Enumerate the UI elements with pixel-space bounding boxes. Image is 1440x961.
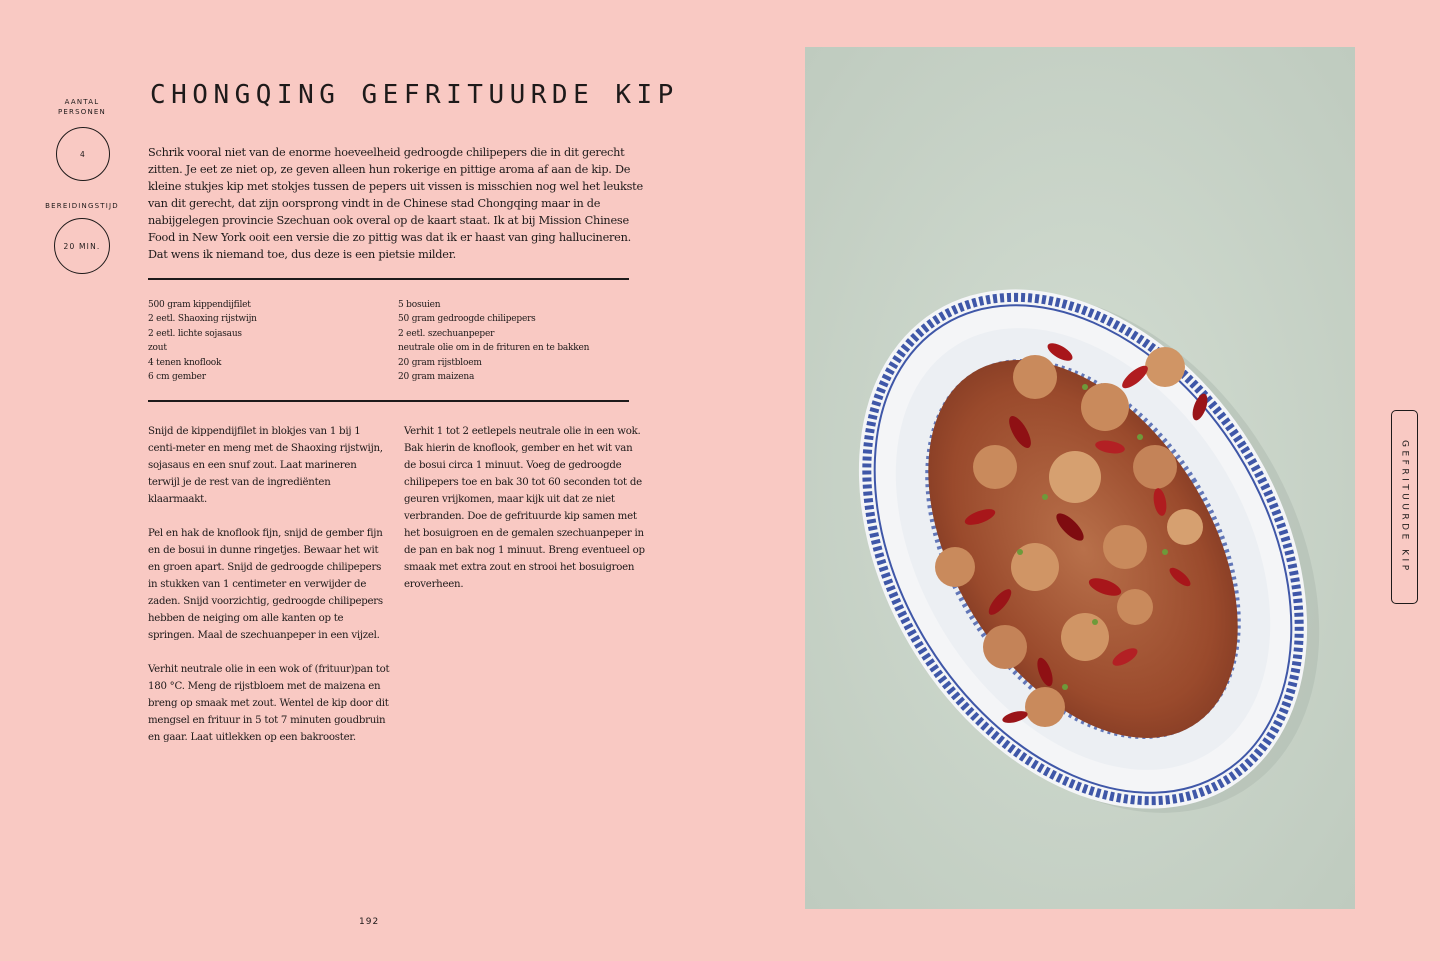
section-tab[interactable]: [1391, 410, 1418, 604]
prep-time-value: 20 MIN.: [63, 241, 101, 251]
ingredient-item: 500 gram kippendijfilet: [148, 300, 251, 310]
ingredients-right: [398, 298, 638, 384]
method-step: Verhit neutrale olie in een wok of (frituur)pan tot 180 °C. Meng de rijstbloem met de maizena en breng op smaak met zout. Wentel de kip door dit mengsel en frituur in 5 tot 7 minuten goudbruin en gaar. Laat uitlekken op een bakrooster.: [148, 664, 390, 743]
ingredients-left: [148, 298, 388, 384]
food-photo: [805, 47, 1355, 909]
method-left: [148, 423, 390, 763]
ingredient-item: zout: [148, 343, 167, 354]
method-step: Verhit 1 tot 2 eetlepels neutrale olie in een wok. Bak hierin de knoflook, gember en het wit van de bosui circa 1 minuut. Voeg de gedroogde chilipepers toe en bak 30 tot 60 seconden tot de geuren vrijkomen, maar kijk uit dat ze niet verbranden. Doe de gefrituurde kip samen met het bosuigroen en de gemalen szechuanpeper in de pan en bak nog 1 minuut. Breng eventueel op smaak met extra zout en strooi het bosuigroen eroverheen.: [404, 426, 645, 590]
servings-value: 4: [80, 149, 86, 159]
servings-circle: [56, 127, 110, 181]
chicken-plate-illustration: [805, 47, 1355, 909]
ingredient-item: 4 tenen knoflook: [148, 357, 222, 368]
servings-label: [52, 97, 112, 117]
ingredient-item: 20 gram maizena: [398, 372, 475, 383]
method-step: Pel en hak de knoflook fijn, snijd de gember fijn en de bosui in dunne ringetjes. Bewaar het wit en groen apart. Snijd de gedroogde chilipepers in stukken van 1 centimeter en verwijder de zaden. Snijd voorzichtig, gedroogde chilipepers hebben de neiging om alle kanten op te springen. Maal de szechuanpeper in een vijzel.: [148, 528, 383, 641]
ingredient-item: 5 bosuien: [398, 300, 441, 310]
ingredient-item: 2 eetl. Shaoxing rijstwijn: [148, 314, 257, 325]
ingredient-item: 20 gram rijstbloem: [398, 357, 482, 368]
section-tab-label: GEFRITUURDE KIP: [1399, 440, 1410, 574]
method-right: [404, 423, 646, 610]
ingredient-item: 50 gram gedroogde chilipepers: [398, 314, 536, 325]
page-number: 192: [359, 917, 380, 927]
ingredient-item: 2 eetl. szechuanpeper: [398, 328, 495, 339]
prep-time-circle: [54, 218, 110, 274]
method-step: Snijd de kippendijfilet in blokjes van 1 bij 1 centi-meter en meng met de Shaoxing rijstwijn, sojasaus en een snuf zout. Laat marineren terwijl je de rest van de ingrediënten klaarmaakt.: [148, 426, 383, 505]
ingredient-item: neutrale olie om in de frituren en te bakken: [398, 343, 590, 354]
prep-time-label: BEREIDINGSTIJD: [45, 202, 119, 210]
servings-label-line1: AANTAL: [64, 98, 100, 106]
divider-top: [148, 278, 629, 280]
recipe-title: CHONGQING GEFRITUURDE KIP: [150, 80, 679, 110]
recipe-intro: Schrik vooral niet van de enorme hoeveelheid gedroogde chilipepers die in dit gerecht zitten. Je eet ze niet op, ze geven alleen hun rokerige en pittige aroma af aan de kip. De kleine stukjes kip met stokjes tussen de pepers uit vissen is misschien nog wel het leukste van dit gerecht, dat zijn oorsprong vindt in de Chinese stad Chongqing maar in de nabijgelegen provincie Szechuan ook overal op de kaart staat. Ik at bij Mission Chinese Food in New York ooit een versie die zo pittig was dat ik er haast van ging hallucineren. Dat wens ik niemand toe, dus deze is een pietsie milder.: [148, 146, 643, 261]
ingredient-item: 2 eetl. lichte sojasaus: [148, 328, 242, 339]
divider-bottom: [148, 400, 629, 402]
ingredient-item: 6 cm gember: [148, 372, 206, 383]
servings-label-line2: PERSONEN: [58, 108, 106, 116]
